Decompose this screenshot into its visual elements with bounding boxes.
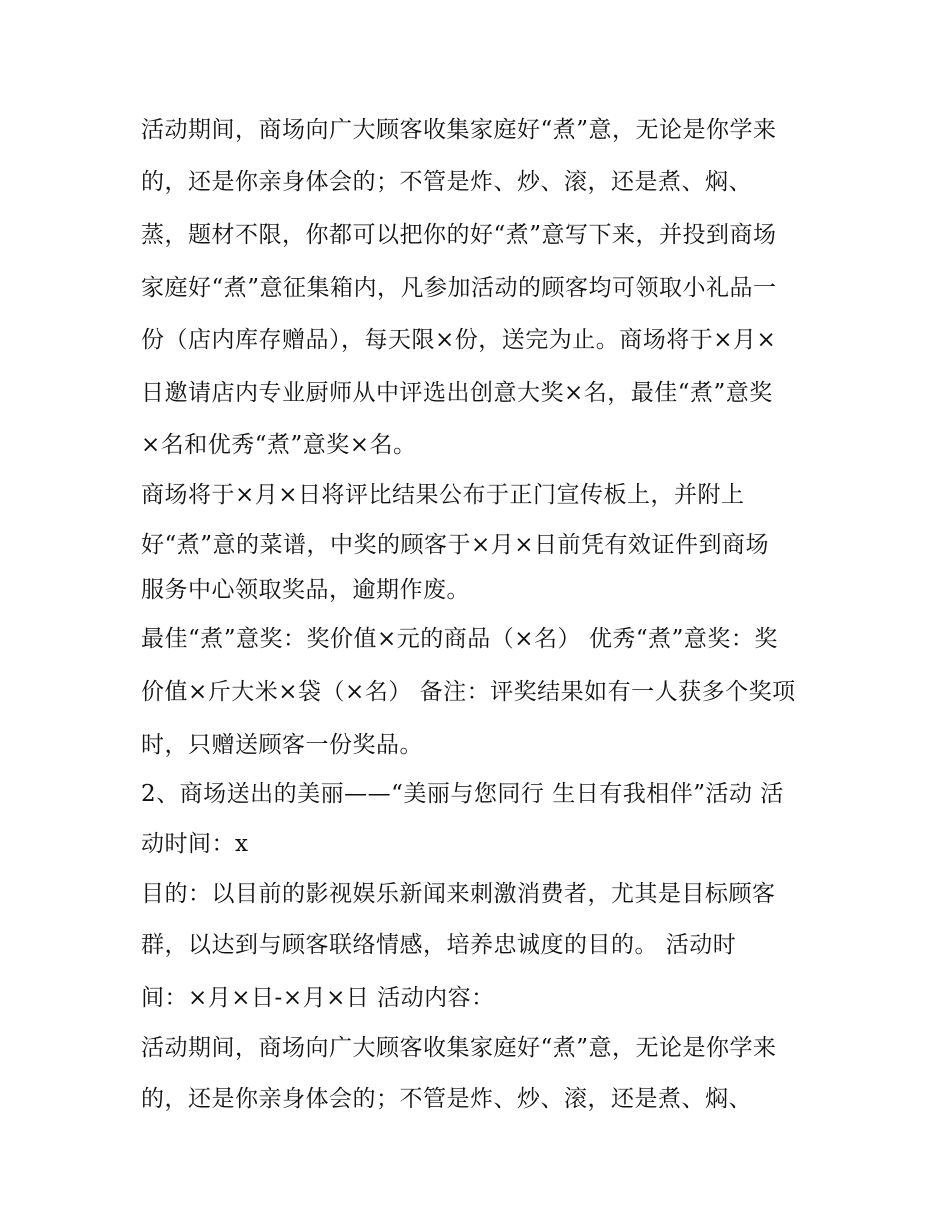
text-line: 的，还是你亲身体会的；不管是炸、炒、滚，还是煮、焖、 (141, 169, 752, 195)
text-line: 时，只赠送顾客一份奖品。 (141, 732, 423, 758)
text-line: 2、商场送出的美丽——“美丽与您同行 生日有我相伴”活动 活 (141, 781, 784, 807)
text-line: 好“煮”意的菜谱，中奖的顾客于×月×日前凭有效证件到商场 (141, 532, 770, 558)
text-line: 家庭好“煮”意征集箱内，凡参加活动的顾客均可领取小礼品一 (141, 275, 777, 301)
text-line: 份（店内库存赠品），每天限×份，送完为止。商场将于×月× (141, 327, 777, 353)
text-line: 间：×月×日-×月×日 活动内容： (141, 985, 495, 1011)
text-line: 的，还是你亲身体会的；不管是炸、炒、滚，还是煮、焖、 (141, 1086, 752, 1112)
text-line: 商场将于×月×日将评比结果公布于正门宣传板上，并附上 (141, 482, 745, 508)
text-line: 群，以达到与顾客联络情感，培养忠诚度的目的。 活动时 (141, 932, 737, 958)
text-line: 动时间：x (141, 831, 249, 857)
text-line: 活动期间，商场向广大顾客收集家庭好“煮”意，无论是你学来 (141, 1035, 777, 1061)
text-line: 活动期间，商场向广大顾客收集家庭好“煮”意，无论是你学来 (141, 117, 777, 143)
text-line: 最佳“煮”意奖：奖价值×元的商品（×名） 优秀“煮”意奖：奖 (141, 626, 778, 652)
text-line: 价值×斤大米×袋（×名） 备注：评奖结果如有一人获多个奖项 (141, 679, 796, 705)
text-line: ×名和优秀“煮”意奖×名。 (141, 432, 417, 458)
text-line: 目的：以目前的影视娱乐新闻来刺激消费者，尤其是目标顾客 (141, 881, 776, 907)
text-line: 蒸，题材不限，你都可以把你的好“煮”意写下来，并投到商场 (141, 222, 777, 248)
text-line: 日邀请店内专业厨师从中评选出创意大奖×名，最佳“煮”意奖 (141, 380, 773, 406)
text-line: 服务中心领取奖品，逾期作废。 (141, 577, 470, 603)
